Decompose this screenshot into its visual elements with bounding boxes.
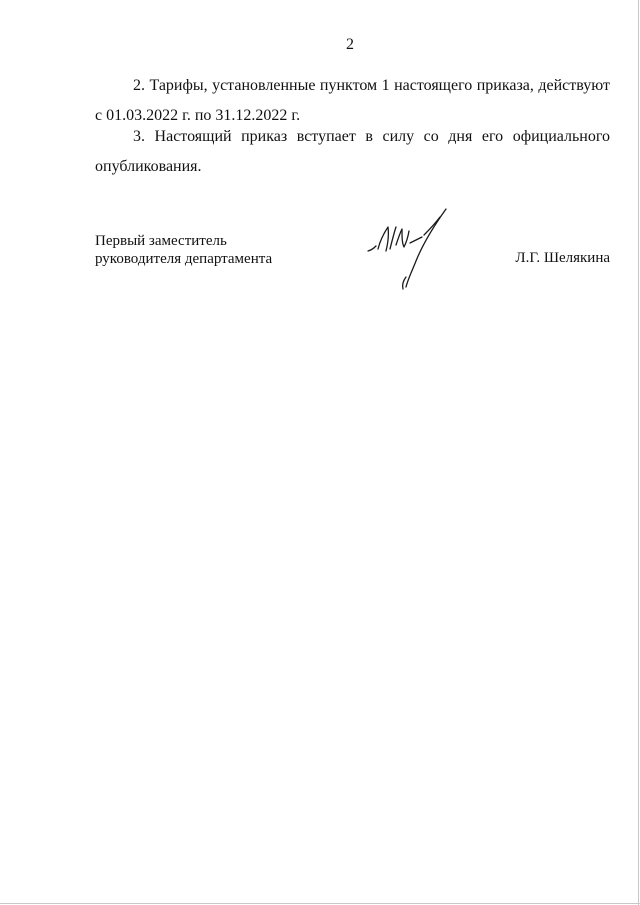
- paragraph-2-line-2: с 01.03.2022 г. по 31.12.2022 г.: [95, 107, 301, 124]
- paragraph-2-line-1: 2. Тарифы, установленные пунктом 1 настоящего приказа, действуют: [133, 77, 610, 94]
- paragraph-3-line-2: опубликования.: [95, 158, 202, 175]
- page-edge-bottom: [0, 903, 640, 904]
- paragraph-3: [95, 122, 610, 182]
- page-number: 2: [346, 36, 354, 53]
- signature-icon: [362, 205, 457, 295]
- signatory-position: [95, 232, 272, 268]
- signatory-name: Л.Г. Шелякина: [515, 250, 610, 266]
- signatory-position-line-1: Первый заместитель: [95, 233, 227, 249]
- paragraph-3-line-1: 3. Настоящий приказ вступает в силу со дня его официального: [133, 128, 610, 145]
- signatory-position-line-2: руководителя департамента: [95, 251, 273, 267]
- page-edge-right: [638, 0, 639, 905]
